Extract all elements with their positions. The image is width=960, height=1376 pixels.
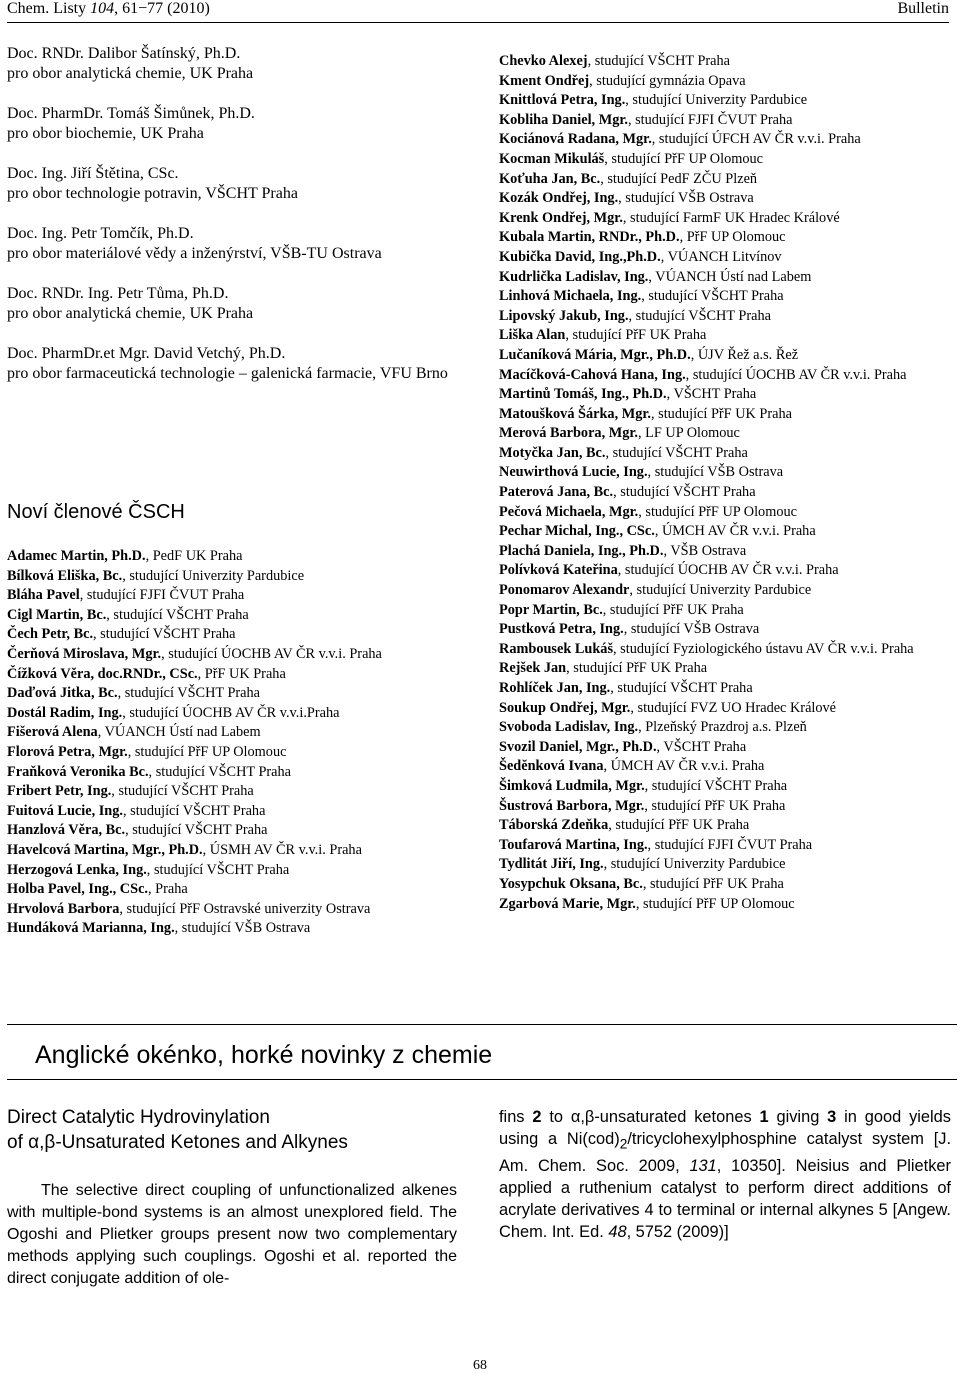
member-entry — [7, 821, 467, 841]
member-name: Adamec Martin, Ph.D. — [7, 548, 146, 564]
member-name: Kozák Ondřej, Ing. — [499, 190, 619, 207]
member-affiliation: , studující VŠCHT Praha — [148, 763, 291, 780]
member-entry — [7, 841, 467, 861]
member-name: Koťuha Jan, Bc. — [499, 170, 601, 187]
page-number: 68 — [473, 1358, 487, 1373]
member-name: Pechar Michal, Ing., CSc. — [499, 523, 655, 540]
member-name: Táborská Zdeňka — [499, 817, 609, 834]
member-name: Pustková Petra, Ing. — [499, 621, 624, 638]
member-affiliation: , studující FVZ UO Hradec Králové — [630, 699, 837, 716]
professor-entry: Doc. PharmDr. Tomáš Šimůnek, Ph.D. pro obor biochemie, UK Praha — [7, 105, 255, 142]
member-affiliation: , studující VŠCHT Praha — [641, 288, 784, 305]
member-entry — [499, 503, 955, 523]
member-affiliation: , ÚMCH AV ČR v.v.i. Praha — [603, 758, 765, 775]
member-entry — [499, 777, 955, 797]
member-entry — [499, 326, 955, 346]
member-entry — [7, 586, 467, 606]
member-name: Merová Barbora, Mgr. — [499, 425, 638, 442]
member-affiliation: , studující PřF UK Praha — [566, 660, 708, 677]
member-name: Dostál Radim, Ing. — [7, 704, 123, 721]
member-affiliation: , VŠCHT Praha — [656, 738, 747, 755]
member-affiliation: , studující ÚOCHB AV ČR v.v.i.Praha — [122, 704, 340, 721]
member-name: Polívková Kateřina — [499, 562, 618, 579]
english-corner-band — [7, 1033, 957, 1080]
member-affiliation: , VÚANCH Ústí nad Labem — [648, 268, 812, 285]
member-affiliation: , studující PedF ZČU Plzeň — [600, 170, 758, 187]
member-affiliation: , studující VŠCHT Praha — [122, 802, 266, 819]
member-name: Kubala Martin, RNDr., Ph.D. — [499, 229, 680, 246]
article-title: Direct Catalytic Hydrovinylation of α,β-Unsaturated Ketones and Alkynes — [7, 1107, 348, 1153]
member-entry — [499, 366, 955, 386]
member-name: Kobliha Daniel, Mgr. — [499, 111, 628, 128]
member-name: Knittlová Petra, Ing. — [499, 92, 626, 109]
professor-entry: Doc. Ing. Jiří Štětina, CSc. pro obor technologie potravin, VŠCHT Praha — [7, 165, 298, 202]
member-affiliation: , studující VŠCHT Praha — [644, 777, 788, 794]
member-affiliation: , studující ÚOCHB AV ČR v.v.i. Praha — [617, 562, 839, 579]
member-name: Kment Ondřej — [499, 72, 590, 89]
members-list-right — [499, 52, 955, 914]
member-entry — [499, 287, 955, 307]
member-affiliation: , studující PřF Ostravské univerzity Ostrava — [119, 900, 371, 917]
member-entry — [499, 836, 955, 856]
member-affiliation: , studující PřF UK Praha — [644, 797, 786, 814]
member-affiliation: , studující VŠCHT Praha — [587, 53, 731, 69]
member-entry — [499, 855, 955, 875]
member-affiliation: , ÚJV Řež a.s. Řež — [690, 346, 799, 363]
member-affiliation: , VŠB Ostrava — [663, 542, 747, 559]
member-affiliation: , VÚANCH Litvínov — [660, 248, 782, 265]
member-entry — [499, 189, 955, 209]
member-entry — [7, 723, 467, 743]
member-name: Čížková Věra, doc.RNDr., CSc. — [7, 665, 198, 682]
member-name: Soukup Ondřej, Mgr. — [499, 699, 631, 716]
member-name: Macíčková-Cahová Hana, Ing. — [499, 366, 686, 383]
member-name: Cigl Martin, Bc. — [7, 606, 107, 623]
member-entry — [7, 645, 467, 665]
member-affiliation: , studující VŠB Ostrava — [618, 190, 754, 207]
member-entry — [499, 91, 955, 111]
member-name: Chevko Alexej — [499, 53, 588, 69]
member-entry — [499, 424, 955, 444]
member-entry — [7, 861, 467, 881]
member-affiliation: , studující Fyziologického ústavu AV ČR v.v.i. Praha — [613, 640, 914, 657]
member-name: Svozil Daniel, Mgr., Ph.D. — [499, 738, 657, 755]
member-name: Kociánová Radana, Mgr. — [499, 131, 652, 148]
member-affiliation: , studující PřF UP Olomouc — [635, 895, 795, 912]
member-name: Šimková Ludmila, Mgr. — [499, 777, 645, 794]
member-name: Krenk Ondřej, Mgr. — [499, 209, 623, 226]
running-header — [7, 0, 949, 23]
member-name: Toufarová Martina, Ing. — [499, 836, 648, 853]
member-entry — [499, 405, 955, 425]
member-entry — [499, 52, 955, 72]
member-entry — [499, 483, 955, 503]
member-affiliation: , PřF UP Olomouc — [679, 229, 786, 246]
member-entry — [499, 699, 955, 719]
member-entry — [499, 522, 955, 542]
member-name: Šustrová Barbora, Mgr. — [499, 797, 645, 814]
member-name: Čerňová Miroslava, Mgr. — [7, 645, 162, 662]
member-entry — [7, 665, 467, 685]
member-entry — [7, 606, 467, 626]
journal-citation: Chem. Listy 104, 61−77 (2010) — [7, 0, 210, 17]
member-name: Linhová Michaela, Ing. — [499, 288, 642, 305]
new-members-heading: Noví členové ČSCH — [7, 501, 185, 523]
member-entry — [499, 816, 955, 836]
member-name: Fribert Petr, Ing. — [7, 783, 112, 800]
member-affiliation: , studující Univerzity Pardubice — [603, 856, 786, 873]
member-entry — [499, 895, 955, 915]
article-right-column — [499, 1106, 951, 1243]
member-entry — [499, 72, 955, 92]
member-entry — [7, 567, 467, 587]
member-name: Zgarbová Marie, Mgr. — [499, 895, 636, 912]
member-entry — [7, 782, 467, 802]
member-affiliation: , studující FJFI ČVUT Praha — [627, 111, 793, 128]
member-affiliation: , studující VŠCHT Praha — [610, 680, 753, 696]
member-name: Kocman Mikuláš — [499, 150, 605, 167]
member-entry — [499, 463, 955, 483]
member-entry — [7, 704, 467, 724]
article-text-right: fins 2 to α,β-unsaturated ketones 1 giving 3 in good yields using a $Ni(cod)_2$/tricyclohexylphosphine catalyst system [J. Am. Chem. Soc. 2009, 131, 10350]. Neisius and Plietker applied a ruthenium catalyst to perform direct additions of acrylate derivatives 4 to terminal or internal alkynes 5 [Angew. Chem. Int. Ed. 48, 5752 (2009)] — [499, 1108, 951, 1242]
member-name: Rambousek Lukáš — [499, 640, 614, 657]
member-name: Neuwirthová Lucie, Ing. — [499, 464, 648, 481]
member-affiliation: , studující VŠCHT Praha — [117, 685, 261, 702]
member-affiliation: , studující PřF UK Praha — [608, 817, 750, 834]
member-affiliation: , studující ÚOCHB AV ČR v.v.i. Praha — [161, 645, 382, 662]
member-name: Čech Petr, Bc. — [7, 626, 94, 643]
professor-entry: Doc. RNDr. Dalibor Šatínský, Ph.D. pro obor analytická chemie, UK Praha — [7, 45, 254, 82]
member-affiliation: , Plzeňský Prazdroj a.s. Plzeň — [638, 719, 807, 736]
member-affiliation: , studující ÚOCHB AV ČR v.v.i. Praha — [685, 366, 907, 383]
member-affiliation: , studující VŠB Ostrava — [647, 464, 784, 481]
member-entry — [499, 581, 955, 601]
member-name: Liška Alan — [499, 327, 566, 344]
member-entry — [499, 738, 955, 758]
member-affiliation: , studující gymnázia Opava — [589, 72, 746, 89]
member-entry — [499, 268, 955, 288]
section-divider — [7, 1024, 957, 1025]
member-entry — [7, 547, 467, 567]
member-name: Lipovský Jakub, Ing. — [499, 307, 629, 324]
member-affiliation: , studující PřF UP Olomouc — [127, 743, 287, 760]
member-name: Rohlíček Jan, Ing. — [499, 680, 611, 696]
member-affiliation: , studující ÚFCH AV ČR v.v.i. Praha — [651, 131, 861, 148]
member-affiliation: , studující VŠB Ostrava — [174, 920, 311, 937]
member-name: Kubička David, Ing.,Ph.D. — [499, 248, 661, 265]
member-entry — [7, 625, 467, 645]
member-affiliation: , ÚMCH AV ČR v.v.i. Praha — [654, 523, 816, 540]
member-name: Martinů Tomáš, Ing., Ph.D. — [499, 386, 667, 403]
article-left-column — [7, 1105, 457, 1290]
member-name: Daďová Jitka, Bc. — [7, 685, 118, 702]
member-affiliation: , studující PřF UK Praha — [642, 875, 784, 892]
professor-entry: Doc. PharmDr.et Mgr. David Vetchý, Ph.D. pro obor farmaceutická technologie – galenická farmacie, VFU Brno — [7, 345, 448, 382]
member-name: Popr Martin, Bc. — [499, 601, 603, 618]
member-entry — [7, 919, 467, 939]
member-entry — [499, 797, 955, 817]
member-entry — [499, 718, 955, 738]
member-entry — [499, 209, 955, 229]
member-name: Lučaníková Mária, Mgr., Ph.D. — [499, 346, 691, 363]
member-affiliation: , VÚANCH Ústí nad Labem — [97, 724, 261, 741]
member-affiliation: , studující FJFI ČVUT Praha — [647, 836, 813, 853]
member-affiliation: , studující VŠCHT Praha — [146, 861, 290, 878]
member-affiliation: , LF UP Olomouc — [637, 425, 740, 442]
member-name: Svoboda Ladislav, Ing. — [499, 719, 639, 736]
member-entry — [499, 111, 955, 131]
member-affiliation: , studující VŠCHT Praha — [106, 606, 249, 623]
member-name: Tydlitát Jiří, Ing. — [499, 856, 604, 873]
professor-entry: Doc. RNDr. Ing. Petr Tůma, Ph.D. pro obor analytická chemie, UK Praha — [7, 285, 254, 322]
member-entry — [499, 385, 955, 405]
member-affiliation: , studující VŠCHT Praha — [93, 626, 236, 643]
member-name: Hanzlová Věra, Bc. — [7, 822, 126, 839]
member-entry — [499, 228, 955, 248]
member-name: Yosypchuk Oksana, Bc. — [499, 875, 643, 892]
member-affiliation: , studující Univerzity Pardubice — [629, 582, 812, 599]
member-entry — [499, 248, 955, 268]
member-affiliation: , ÚSMH AV ČR v.v.i. Praha — [202, 841, 362, 858]
member-affiliation: , studující VŠCHT Praha — [628, 307, 771, 324]
member-name: Holba Pavel, Ing., CSc. — [7, 881, 148, 898]
member-name: Bláha Pavel — [7, 587, 80, 604]
member-name: Ponomarov Alexandr — [499, 582, 630, 599]
member-entry — [499, 875, 955, 895]
member-name: Fuitová Lucie, Ing. — [7, 802, 123, 819]
member-entry — [7, 743, 467, 763]
member-entry — [499, 346, 955, 366]
member-affiliation: , studující Univerzity Pardubice — [625, 92, 808, 109]
member-entry — [499, 601, 955, 621]
member-entry — [499, 130, 955, 150]
professor-entry: Doc. Ing. Petr Tomčík, Ph.D. pro obor materiálové vědy a inženýrství, VŠB-TU Ostrava — [7, 225, 382, 262]
member-entry — [499, 150, 955, 170]
member-entry — [499, 757, 955, 777]
member-affiliation: , studující PřF UP Olomouc — [604, 150, 763, 167]
member-name: Fraňková Veronika Bc. — [7, 763, 149, 780]
member-affiliation: , studující VŠB Ostrava — [623, 621, 760, 638]
member-entry — [499, 542, 955, 562]
member-entry — [499, 620, 955, 640]
member-affiliation: , studující PřF UP Olomouc — [638, 503, 797, 520]
member-name: Rejšek Jan — [499, 660, 567, 677]
member-entry — [499, 679, 955, 699]
member-entry — [499, 659, 955, 679]
member-entry — [7, 763, 467, 783]
member-affiliation: , PedF UK Praha — [145, 548, 243, 564]
member-affiliation: , studující PřF UK Praha — [565, 327, 707, 344]
member-name: Herzogová Lenka, Ing. — [7, 861, 147, 878]
member-affiliation: , studující VŠCHT Praha — [111, 783, 254, 800]
member-affiliation: , VŠCHT Praha — [666, 386, 757, 403]
member-affiliation: , studující PřF UK Praha — [650, 405, 792, 422]
member-name: Havelcová Martina, Mgr., Ph.D. — [7, 841, 203, 858]
member-affiliation: , Praha — [148, 881, 188, 898]
member-affiliation: , PřF UK Praha — [197, 665, 286, 682]
member-name: Matoušková Šárka, Mgr. — [499, 405, 651, 422]
member-entry — [499, 307, 955, 327]
member-affiliation: , studující FarmF UK Hradec Králové — [622, 209, 840, 226]
member-entry — [7, 802, 467, 822]
member-name: Paterová Jana, Bc. — [499, 484, 614, 501]
member-name: Hundáková Marianna, Ing. — [7, 920, 175, 937]
member-affiliation: , studující VŠCHT Praha — [605, 444, 748, 461]
member-entry — [499, 170, 955, 190]
english-corner-title: Anglické okénko, horké novinky z chemie — [35, 1041, 493, 1069]
member-name: Pečová Michaela, Mgr. — [499, 503, 639, 520]
member-name: Motyčka Jan, Bc. — [499, 444, 606, 461]
member-affiliation: , studující Univerzity Pardubice — [122, 567, 305, 584]
professor-list — [7, 44, 469, 404]
member-name: Florová Petra, Mgr. — [7, 743, 128, 760]
member-entry — [7, 900, 467, 920]
member-entry — [499, 444, 955, 464]
member-name: Fišerová Alena — [7, 724, 98, 741]
member-entry — [499, 561, 955, 581]
member-affiliation: , studující VŠCHT Praha — [125, 822, 268, 839]
member-entry — [7, 684, 467, 704]
member-name: Kudrlička Ladislav, Ing. — [499, 268, 649, 285]
article-text-left: The selective direct coupling of unfunctionalized alkenes with multiple-bond systems is an almost unexplored field. The Ogoshi and Plietker groups present now two complementary methods applying such couplings. Ogoshi et al. reported the direct conjugate addition of ole- — [7, 1182, 457, 1287]
member-name: Plachá Daniela, Ing., Ph.D. — [499, 542, 664, 559]
member-affiliation: , studující VŠCHT Praha — [613, 484, 756, 501]
member-affiliation: , studující PřF UK Praha — [602, 601, 744, 618]
member-affiliation: , studující FJFI ČVUT Praha — [79, 587, 245, 604]
member-name: Hrvolová Barbora — [7, 900, 120, 917]
section-label: Bulletin — [897, 0, 949, 17]
members-list-left — [7, 547, 467, 939]
member-name: Šedĕnková Ivana — [499, 758, 604, 775]
member-entry — [499, 640, 955, 660]
member-entry — [7, 880, 467, 900]
member-name: Bílková Eliška, Bc. — [7, 567, 123, 584]
